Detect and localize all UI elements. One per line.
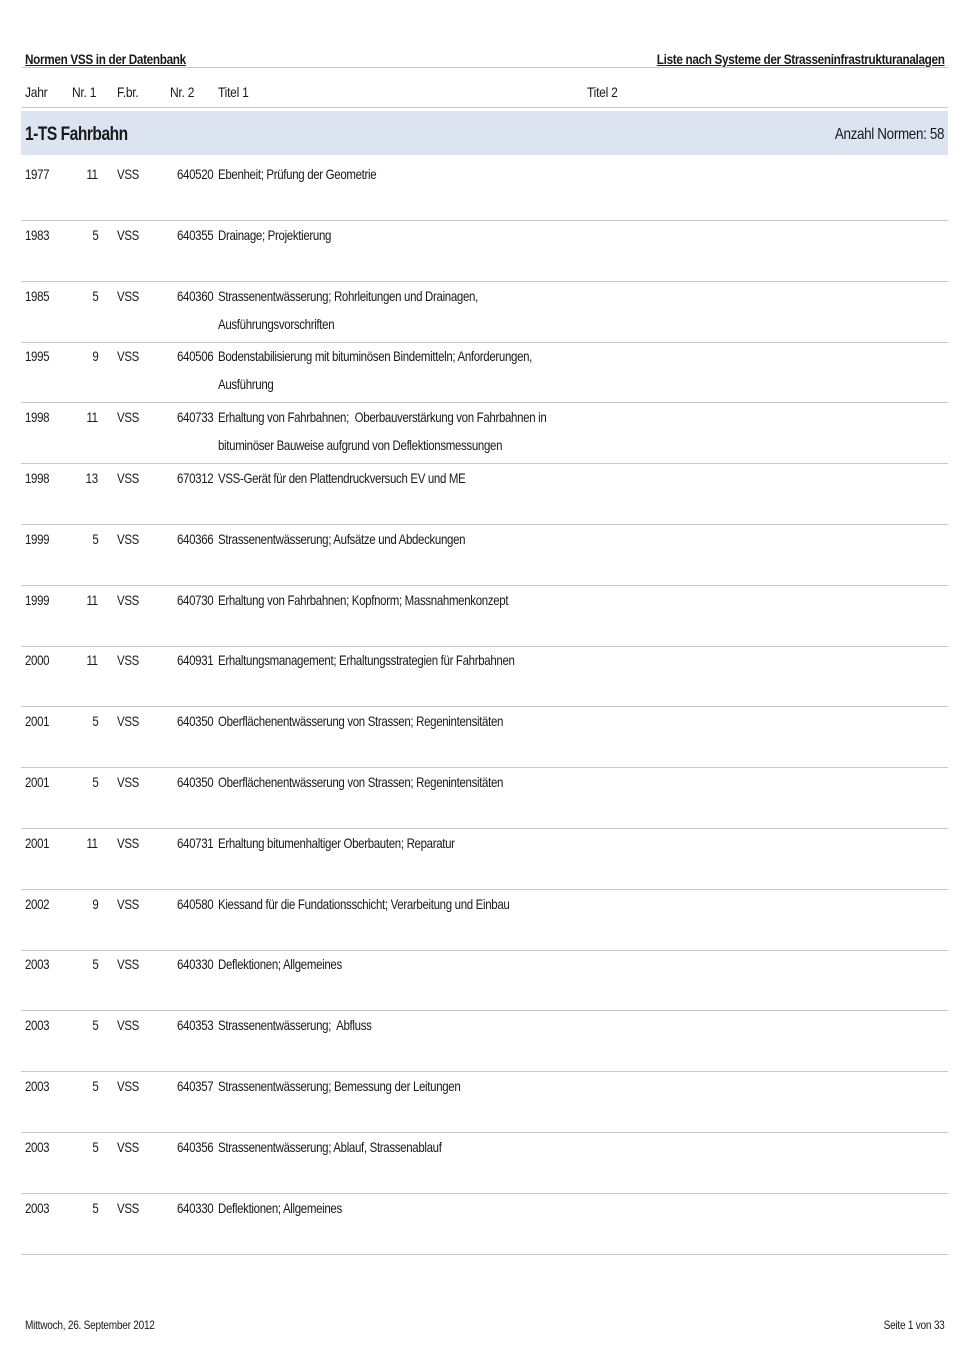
cell-nr2: 640353 (176, 1017, 213, 1034)
cell-jahr: 2003 (25, 1017, 50, 1034)
cell-fbr: VSS (117, 956, 139, 973)
cell-jahr: 2001 (25, 774, 50, 790)
report-title: Normen VSS in der Datenbank (25, 51, 186, 67)
cell-jahr: 2001 (25, 834, 50, 851)
cell-nr2: 640731 (176, 834, 213, 851)
cell-titel1: Erhaltung bitumenhaltiger Oberbauten; Reparatur (218, 834, 455, 851)
cell-titel1: Ebenheit; Prüfung der Geometrie (218, 166, 377, 182)
cell-titel1: Deflektionen; Allgemeines (218, 956, 342, 973)
cell-nr2: 640350 (176, 713, 213, 730)
table-row (0, 890, 970, 951)
cell-jahr: 1977 (25, 166, 50, 182)
section-count: Anzahl Normen: 58 (834, 126, 944, 143)
header-rule (22, 67, 948, 68)
cell-fbr: VSS (117, 652, 139, 669)
cell-jahr: 1995 (25, 348, 50, 365)
cell-jahr: 2003 (25, 956, 50, 973)
cell-nr1: 5 (91, 287, 98, 304)
cell-nr2: 640733 (176, 409, 213, 426)
cell-nr1: 11 (86, 652, 98, 669)
cell-nr1: 13 (85, 470, 98, 486)
cell-nr1: 5 (91, 530, 98, 547)
section-header (21, 111, 948, 155)
cell-jahr: 2003 (25, 1078, 50, 1094)
cell-nr2: 640520 (176, 166, 213, 182)
cell-nr1: 5 (91, 713, 98, 730)
column-header-fbr: F.br. (117, 84, 139, 100)
cell-titel1: Drainage; Projektierung (218, 226, 332, 243)
cell-nr2: 640360 (176, 287, 213, 304)
cell-nr1: 5 (91, 226, 98, 243)
cell-nr1: 5 (91, 1017, 98, 1034)
cell-titel1: Deflektionen; Allgemeines (218, 1199, 342, 1216)
cell-fbr: VSS (117, 774, 139, 790)
table-row (0, 525, 970, 586)
cell-fbr: VSS (117, 470, 139, 486)
cell-titel1: Strassenentwässerung; Aufsätze und Abdeckungen (218, 530, 466, 547)
table-row (0, 1011, 970, 1072)
cell-nr2: 640506 (176, 348, 213, 365)
cell-jahr: 1999 (25, 530, 50, 547)
column-header-nr1: Nr. 1 (72, 84, 97, 100)
cell-nr1: 5 (91, 774, 98, 790)
cell-nr1: 9 (91, 895, 98, 912)
cell-nr2: 640330 (176, 956, 213, 973)
table-row (0, 1133, 970, 1194)
cell-jahr: 1998 (25, 409, 50, 426)
cell-nr2: 640330 (176, 1199, 213, 1216)
table-row (0, 464, 970, 525)
cell-nr2: 640356 (176, 1138, 213, 1155)
cell-fbr: VSS (117, 1078, 139, 1094)
report-subtitle: Liste nach Systeme der Strasseninfrastrukturanalagen (657, 51, 945, 67)
cell-nr2: 640355 (176, 226, 213, 243)
column-header-rule (22, 107, 948, 108)
table-row (0, 1194, 970, 1255)
cell-nr2: 640357 (176, 1078, 213, 1094)
table-row (0, 829, 970, 890)
table-row (0, 707, 970, 768)
cell-fbr: VSS (117, 834, 139, 851)
cell-nr2: 640931 (176, 652, 213, 669)
cell-fbr: VSS (117, 348, 139, 365)
footer-page-number: Seite 1 von 33 (884, 1318, 945, 1332)
section-title: 1-TS Fahrbahn (25, 124, 128, 145)
table-row (0, 586, 970, 647)
cell-nr1: 9 (91, 348, 98, 365)
column-header-titel2: Titel 2 (587, 84, 618, 100)
cell-jahr: 1985 (25, 287, 50, 304)
cell-fbr: VSS (117, 1017, 139, 1034)
table-row (0, 221, 970, 282)
table-row (0, 1072, 970, 1133)
cell-jahr: 2001 (25, 713, 50, 730)
row-separator (21, 1254, 948, 1255)
table-row (0, 950, 970, 1011)
table-row (0, 646, 970, 707)
cell-nr1: 11 (86, 591, 98, 608)
cell-titel1: Strassenentwässerung; Abfluss (218, 1017, 372, 1034)
table-row (0, 768, 970, 829)
cell-nr2: 640580 (176, 895, 213, 912)
cell-fbr: VSS (117, 713, 139, 730)
cell-fbr: VSS (117, 1199, 139, 1216)
cell-nr1: 5 (91, 956, 98, 973)
footer-date: Mittwoch, 26. September 2012 (25, 1318, 155, 1332)
cell-fbr: VSS (117, 287, 139, 304)
cell-jahr: 1998 (25, 470, 50, 486)
column-header-titel1: Titel 1 (218, 84, 249, 100)
cell-jahr: 2000 (25, 652, 50, 669)
cell-jahr: 1999 (25, 591, 50, 608)
cell-nr1: 5 (91, 1078, 98, 1094)
cell-jahr: 1983 (25, 226, 50, 243)
cell-titel1: VSS-Gerät für den Plattendruckversuch EV und ME (218, 470, 466, 486)
cell-nr2: 640350 (176, 774, 213, 790)
cell-nr1: 11 (86, 409, 98, 426)
cell-nr2: 670312 (176, 470, 213, 486)
cell-fbr: VSS (117, 895, 139, 912)
table-row (0, 282, 970, 343)
cell-titel1: Kiessand für die Fundationsschicht; Verarbeitung und Einbau (218, 895, 510, 912)
cell-titel1: Bodenstabilisierung mit bituminösen Bindemitteln; Anforderungen, Ausführung (218, 348, 533, 393)
cell-nr2: 640730 (176, 591, 213, 608)
cell-titel1: Strassenentwässerung; Ablauf, Strassenablauf (218, 1138, 442, 1155)
cell-titel1: Oberflächenentwässerung von Strassen; Regenintensitäten (218, 713, 504, 730)
table-row (0, 403, 970, 464)
cell-nr1: 5 (91, 1199, 98, 1216)
column-header-jahr: Jahr (25, 84, 48, 100)
cell-nr2: 640366 (176, 530, 213, 547)
cell-fbr: VSS (117, 409, 139, 426)
cell-jahr: 2003 (25, 1199, 50, 1216)
cell-titel1: Strassenentwässerung; Bemessung der Leitungen (218, 1078, 461, 1094)
cell-nr1: 11 (86, 166, 98, 182)
cell-titel1: Erhaltungsmanagement; Erhaltungsstrategien für Fahrbahnen (218, 652, 515, 669)
cell-titel1: Strassenentwässerung; Rohrleitungen und Drainagen, Ausführungsvorschriften (218, 287, 478, 332)
cell-fbr: VSS (117, 591, 139, 608)
table-row (0, 342, 970, 403)
cell-nr1: 11 (86, 834, 98, 851)
cell-fbr: VSS (117, 166, 139, 182)
table-row (0, 160, 970, 221)
cell-fbr: VSS (117, 1138, 139, 1155)
column-header-nr2: Nr. 2 (170, 84, 195, 100)
cell-titel1: Erhaltung von Fahrbahnen; Oberbauverstärkung von Fahrbahnen in bituminöser Bauweise aufgrund von Deflektionsmessungen (218, 409, 547, 454)
cell-jahr: 2003 (25, 1138, 50, 1155)
cell-nr1: 5 (91, 1138, 98, 1155)
cell-fbr: VSS (117, 226, 139, 243)
cell-titel1: Oberflächenentwässerung von Strassen; Regenintensitäten (218, 774, 504, 790)
cell-titel1: Erhaltung von Fahrbahnen; Kopfnorm; Massnahmenkonzept (218, 591, 509, 608)
cell-fbr: VSS (117, 530, 139, 547)
cell-jahr: 2002 (25, 895, 50, 912)
